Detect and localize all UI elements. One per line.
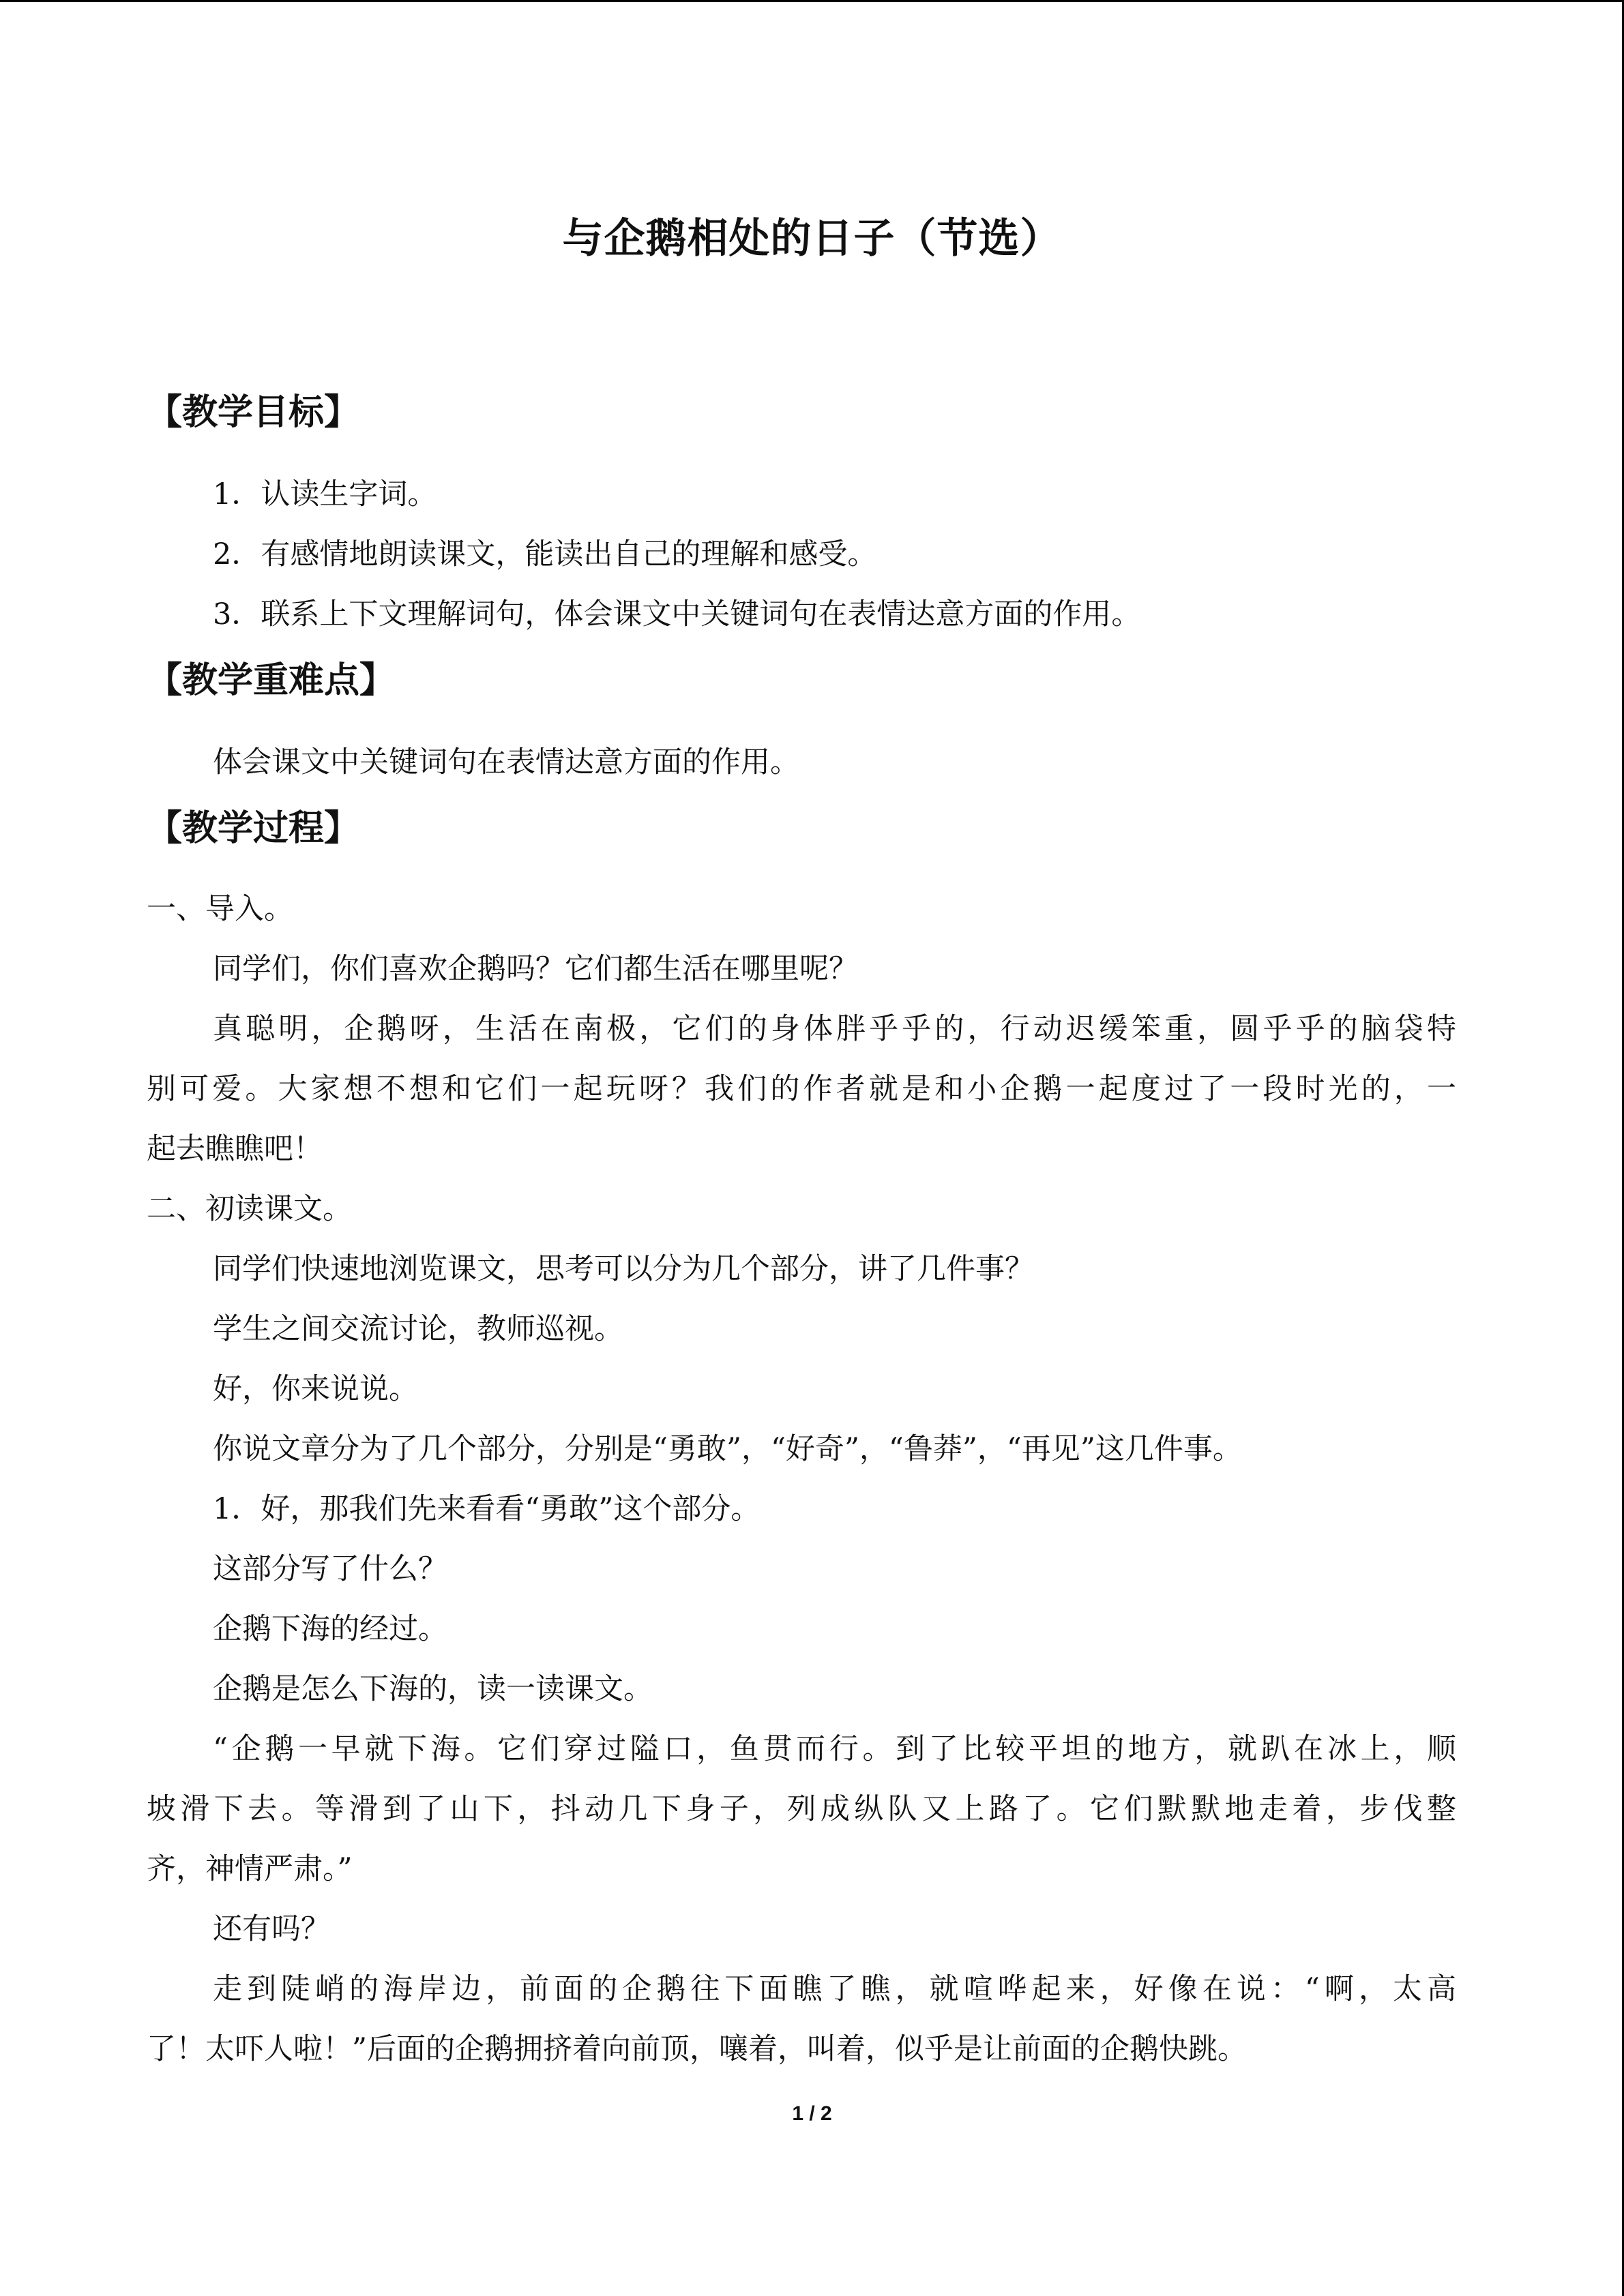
quote-line: 坡滑下去。等滑到了山下，抖动几下身子，列成纵队又上路了。它们默默地走着，步伐整 <box>147 1792 1456 1826</box>
paragraph-line: 走到陡峭的海岸边，前面的企鹅往下面瞧了瞧，就喧哗起来，好像在说：“啊，太高 <box>213 1972 1456 2006</box>
document-title: 与企鹅相处的日子（节选） <box>562 215 1062 263</box>
paragraph-line: 这部分写了什么？ <box>213 1552 447 1586</box>
quote-line: 齐，神情严肃。” <box>147 1852 353 1886</box>
paragraph-line: 真聪明，企鹅呀，生活在南极，它们的身体胖乎乎的，行动迟缓笨重，圆乎乎的脑袋特 <box>213 1012 1456 1046</box>
part1-title: 一、导入。 <box>147 892 293 926</box>
paragraph-line: 同学们快速地浏览课文，思考可以分为几个部分，讲了几件事？ <box>213 1252 1034 1286</box>
paragraph-line: 学生之间交流讨论，教师巡视。 <box>213 1312 623 1346</box>
paragraph-line: 你说文章分为了几个部分，分别是“勇敢”，“好奇”，“鲁莽”，“再见”这几件事。 <box>213 1432 1242 1466</box>
paragraph-line: 别可爱。大家想不想和它们一起玩呀？我们的作者就是和小企鹅一起度过了一段时光的，一 <box>147 1072 1456 1106</box>
page-number: 1 / 2 <box>792 2102 832 2125</box>
process-heading: 【教学过程】 <box>147 807 360 849</box>
paragraph-line: 起去瞧瞧吧！ <box>147 1132 323 1166</box>
page-border-top <box>0 0 1624 2</box>
objective-item: 2．有感情地朗读课文，能读出自己的理解和感受。 <box>213 537 877 571</box>
objective-item: 3．联系上下文理解词句，体会课文中关键词句在表情达意方面的作用。 <box>213 597 1141 631</box>
part2-title: 二、初读课文。 <box>147 1192 352 1226</box>
quote-line: “企鹅一早就下海。它们穿过隘口，鱼贯而行。到了比较平坦的地方，就趴在冰上，顺 <box>213 1732 1456 1766</box>
paragraph-line: 好，你来说说。 <box>213 1372 418 1406</box>
objectives-heading: 【教学目标】 <box>147 391 360 433</box>
objective-item: 1．认读生字词。 <box>213 477 437 511</box>
key-points-heading: 【教学重难点】 <box>147 659 396 701</box>
key-points-text: 体会课文中关键词句在表情达意方面的作用。 <box>213 745 799 779</box>
paragraph-line: 企鹅下海的经过。 <box>213 1612 447 1646</box>
paragraph-line: 同学们，你们喜欢企鹅吗？它们都生活在哪里呢？ <box>213 952 858 986</box>
paragraph-line: 了！太吓人啦！”后面的企鹅拥挤着向前顶，嚷着，叫着，似乎是让前面的企鹅快跳。 <box>147 2032 1247 2066</box>
paragraph-line: 还有吗？ <box>213 1912 330 1946</box>
paragraph-line: 1．好，那我们先来看看“勇敢”这个部分。 <box>213 1492 761 1526</box>
paragraph-line: 企鹅是怎么下海的，读一读课文。 <box>213 1672 653 1706</box>
